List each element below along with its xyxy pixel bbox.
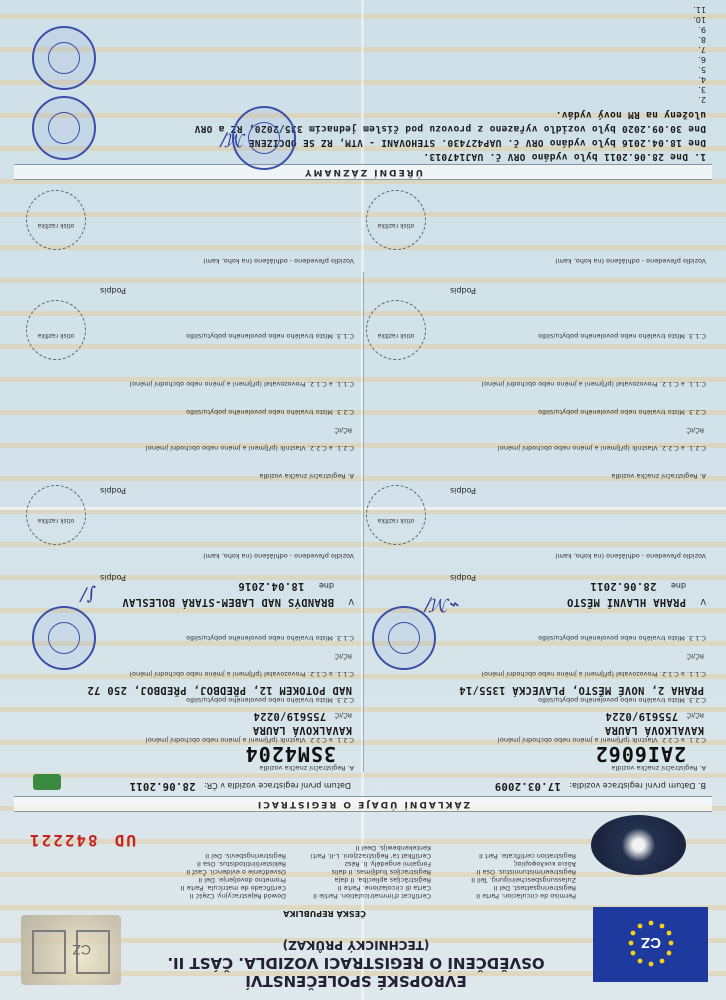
translations-col-3: Dowód Rejestracyjny. Część II Certificado de matrícula. Parte II Prometno dovoljenje. Del II Osvedčenie o evidencii. Časť II Rekisteröintitodistus. Osa II Registreringsbevis. Del II [180,852,286,900]
rc-label-row2-left: RČ/IČ [686,426,704,434]
official-numbers: 2. 3. 4. 5. 6. 7. 8. 9. 10. 11. [693,5,706,104]
seal-slot-5: otisk razítka [366,190,426,250]
title-line-1: EVROPSKÉ SPOLEČENSTVÍ [245,972,467,990]
title-line-2: OSVĚDČENÍ O REGISTRACI VOZIDLA. ČÁST II. [167,954,545,972]
translations-col-1: Permiso de circulacion. Parte II Registreringsattest. Del II Zulassungsbescheinigung. Teil II Registreerimistunnistus. Osa II Άδεια κυκλοφορίας Registration certificate. Part II [471,852,576,900]
handwritten-signature-right: ∫∕ [80,584,96,605]
operator-label-row2-right: C.1.1. a C.1.2. Provozovatel (příjmení a jméno nebo obchodní jméno) [129,380,354,388]
official-section-title: ÚŘEDNÍ ZÁZNAMY [14,164,712,180]
address-label-row2-left: C.2.3. Místo trvalého nebo povoleného pobytu/sídlo [538,408,706,416]
op-address-label-left: C.1.3. Místo trvalého nebo povoleného pobytu/sídlo [538,634,706,642]
eu-flag [593,907,708,982]
signature-label-left: Podpis [450,573,476,582]
owner-label-left: C.2.1. a C.2.2. Vlastník (příjmení a jméno nebo obchodní jméno) [497,736,706,744]
op-address-label-row2-right: C.1.3. Místo trvalého nebo povoleného pobytu/sídlo [186,332,354,340]
rc-label-right: RČ/IČ [334,711,352,719]
plate-label-row2-left: A. Registrační značka vozidla [611,472,706,480]
rc-label-row2-right: RČ/IČ [334,426,352,434]
transfer-label-row2-right: Vozidlo převedeno - odhlášeno (na koho, kam) [203,257,354,265]
owner-label-row2-right: C.2.1. a C.2.2. Vlastník (příjmení a jméno nebo obchodní jméno) [145,444,354,452]
operator-label-right: C.1.1. a C.1.2. Provozovatel (příjmení a jméno nebo obchodní jméno) [129,670,354,678]
office-stamp-left [372,606,436,670]
owner-left: KAVALKOVÁ LAURA [604,724,704,736]
op-address-label-row2-left: C.1.3. Místo trvalého nebo povoleného pobytu/sídlo [538,332,706,340]
svg-text:CZ: CZ [72,942,91,958]
plate-label-row2-right: A. Registrační značka vozidla [259,472,354,480]
serial-prefix: UD [112,831,136,850]
place-left: PRAHA HLAVNÍ MĚSTO [566,596,686,608]
signature-label-right: Podpis [100,573,126,582]
transfer-label-right: Vozidlo převedeno - odhlášeno (na koho, kam) [203,552,354,560]
plate-left: 2AI6062 [594,742,686,766]
official-entry-1b: Dne 18.04.2016 bylo vydáno ORV č. UAP427430. STEHOVANI - VTM, RZ SE ODCIZENE [248,137,706,148]
address-label-right: C.2.3. Místo trvalého nebo povoleného pobytu/sídlo [186,696,354,704]
date-right: 18.04.2016 [238,580,305,592]
op-address-label-right: C.1.3. Místo trvalého nebo povoleného pobytu/sídlo [186,634,354,642]
date-label-left: dne [670,581,686,590]
seal-slot-2: otisk razítka [26,485,86,545]
seal-slot-6: otisk razítka [26,190,86,250]
signature-label-5: Podpis [450,286,476,295]
address-label-left: C.2.3. Místo trvalého nebo povoleného pobytu/sídlo [538,696,706,704]
seal-slot-3: otisk razítka [366,300,426,360]
signature-label-6: Podpis [100,286,126,295]
rc-right: 755619/0224 [253,710,327,722]
seal-slot-1: otisk razítka [366,485,426,545]
office-stamp-4 [32,96,96,160]
signature-label-3: Podpis [450,486,476,495]
owner-right: KAVALKOVÁ LAURA [252,724,352,736]
hologram [21,915,121,985]
first-reg-label: B. Datum první registrace vozidla: [569,781,706,790]
address-left: PRAHA 2, NOVÉ MĚSTO, PLAVECKÁ 1355/14 [459,684,704,696]
title-line-3: (TECHNICKÝ PRŮKAZ) [282,938,430,952]
date-label-right: dne [318,581,334,590]
plate-right: 3SM4204 [244,742,336,766]
official-entry-1d: uloženy na RM nový vydáv. [555,109,706,120]
rc-label-op-right: RČ/IČ [334,652,352,660]
signature-label-4: Podpis [100,486,126,495]
country-name: ČESKÁ REPUBLIKA [283,909,366,918]
handwritten-signature-left: ⌁ℳ∕ [424,594,461,615]
owner-label-row2-left: C.2.1. a C.2.2. Vlastník (příjmení a jméno nebo obchodní jméno) [497,444,706,452]
security-medallion [591,815,686,875]
official-entry-1c: Dne 30.09.2020 bylo vozidlo vyřazeno z provozu pod číslem jednacím 335/2020, RZ a ORV [194,123,706,134]
rc-left: 755619/0224 [605,710,679,722]
official-entry-1a: 1. Dne 28.06.2011 bylo vydáno ORV č. UAJ147013. [423,151,706,162]
office-stamp-right [32,606,96,670]
eu-stars-icon [593,907,708,982]
operator-label-row2-left: C.1.1. a C.1.2. Provozovatel (příjmení a jméno nebo obchodní jméno) [481,380,706,388]
rc-label-left: RČ/IČ [686,711,704,719]
rc-label-op-left: RČ/IČ [686,652,704,660]
coat-of-arms-icon [21,915,121,985]
plate-label-left: A. Registrační značka vozidla [611,764,706,772]
first-reg-cr-label: Datum první registrace vozidla v ČR: [204,781,351,790]
country-code-text: CZ [641,934,661,951]
owner-label-right: C.2.1. a C.2.2. Vlastník (příjmení a jméno nebo obchodní jméno) [145,736,354,744]
flag-mark [33,774,61,790]
v-label-left: V [700,597,706,606]
address-right: NAD POTOKEM 12, PŘEDBOJ, PŘEDBOJ, 250 72 [87,684,352,696]
first-reg-cr-date: 28.06.2011 [129,780,196,792]
operator-label-left: C.1.1. a C.1.2. Provozovatel (příjmení a jméno nebo obchodní jméno) [481,670,706,678]
date-left: 28.06.2011 [590,580,657,592]
address-label-row2-right: C.2.3. Místo trvalého nebo povoleného pobytu/sídlo [186,408,354,416]
translations-col-2: Certificat d'immatriculation. Partie II Carta di circolazione. Parte II Reģistrācijas apliecība. II daļa Registracijos liudijimas. II dalis Forgalmi engedély. II. Rész Certifikat ta' Reġistrazzjoni. L-II. Parti Kentekenbewijs. Deel II [310,844,431,900]
place-right: BRANDÝS NAD LABEM-STARÁ BOLESLAV [122,596,334,608]
serial-number: 842221 [27,831,98,850]
basic-section-title: ZÁKLADNÍ ÚDAJE O REGISTRACI [14,796,712,812]
v-label-right: V [348,597,354,606]
transfer-label-left: Vozidlo převedeno - odhlášeno (na koho, kam) [555,552,706,560]
plate-label-right: A. Registrační značka vozidla [259,764,354,772]
transfer-label-row2-left: Vozidlo převedeno - odhlášeno (na koho, kam) [555,257,706,265]
handwritten-signature-3: ℳ∕ [220,129,246,150]
office-stamp-5 [32,26,96,90]
first-reg-date: 17.03.2009 [494,780,561,792]
seal-slot-4: otisk razítka [26,300,86,360]
